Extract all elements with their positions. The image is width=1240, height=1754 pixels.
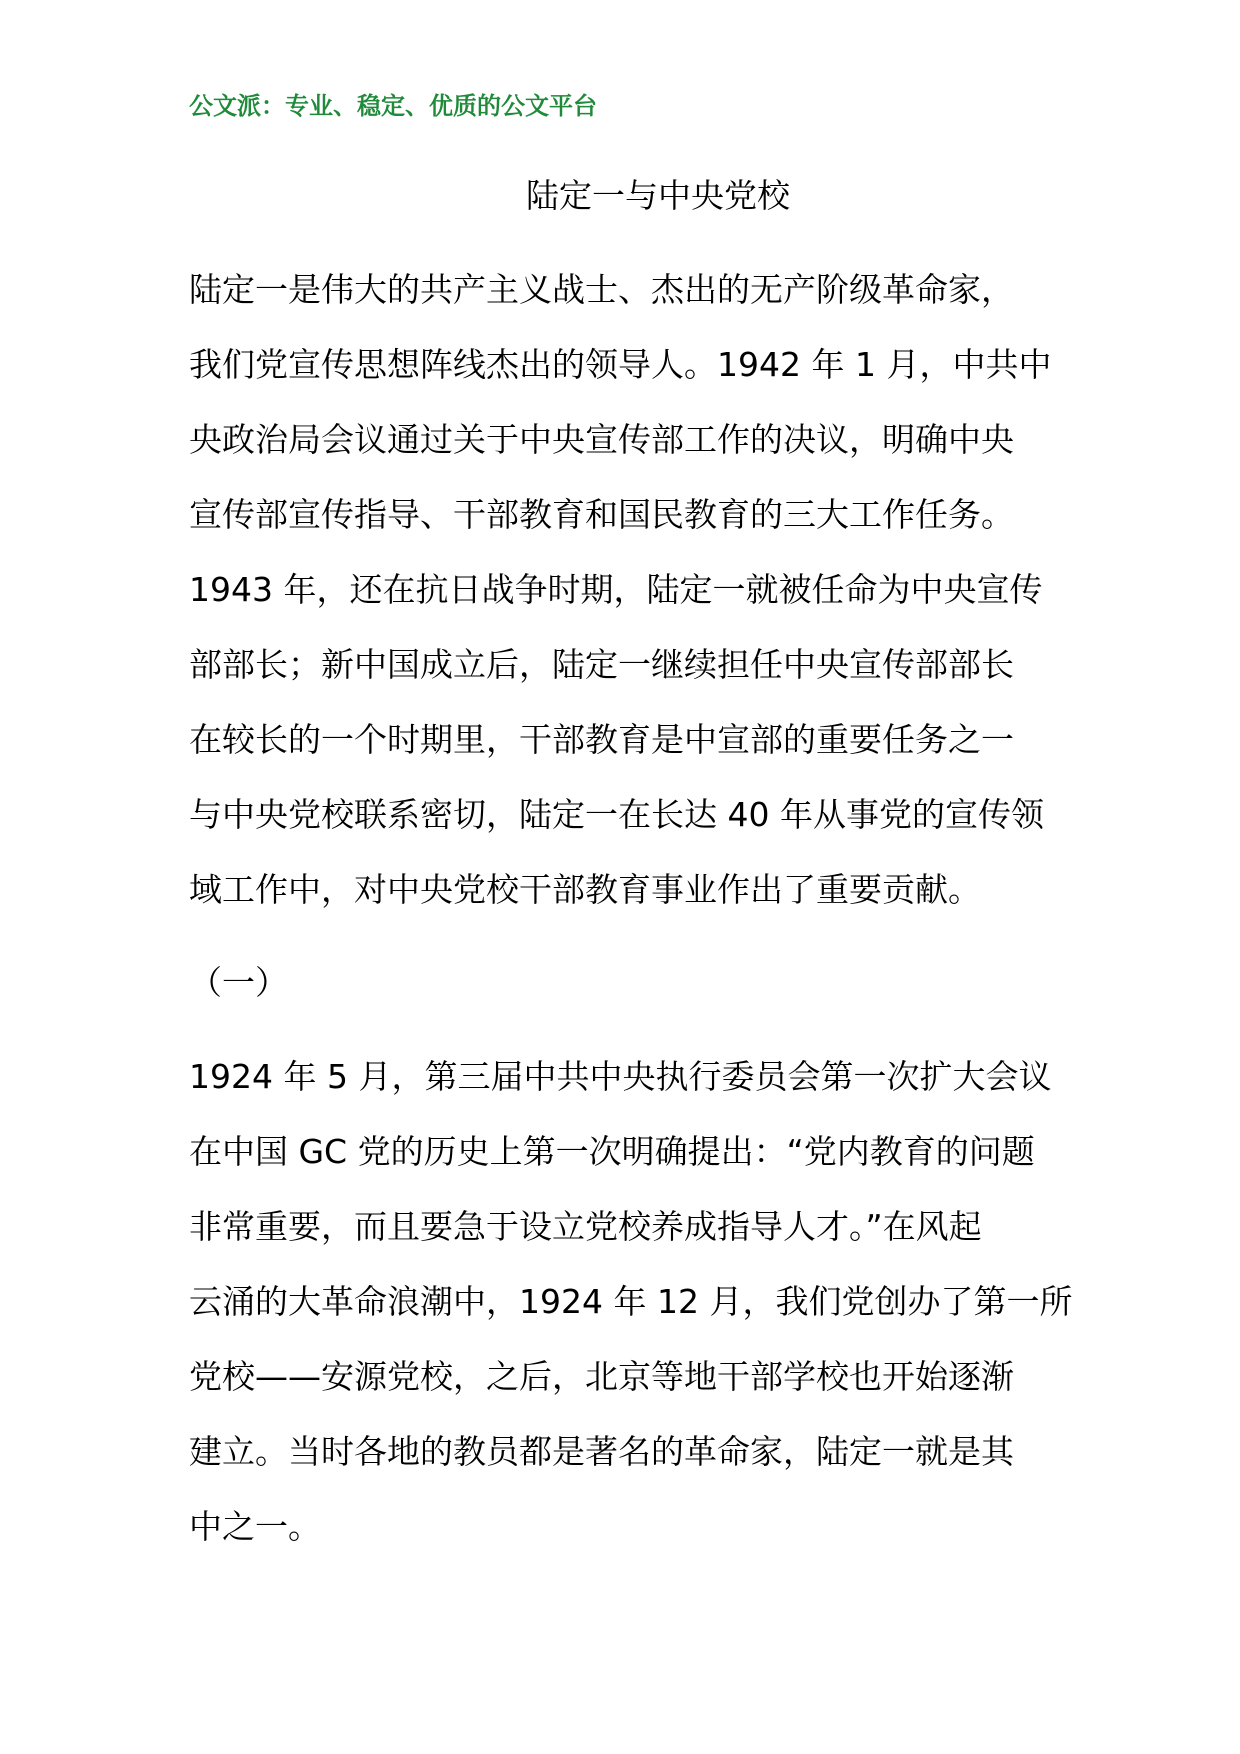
section-heading: （一）: [189, 963, 288, 1002]
paragraph-1-line: 陆定一是伟大的共产主义战士、杰出的无产阶级革命家，: [189, 270, 1014, 309]
paragraph-1-line: 在较长的一个时期里，干部教育是中宣部的重要任务之一: [189, 720, 1014, 759]
header-brand-text: 公文派：专业、稳定、优质的公文平台: [189, 92, 597, 120]
paragraph-1-line: 与中央党校联系密切，陆定一在长达 40 年从事党的宣传领: [189, 795, 1044, 834]
paragraph-2-line: 非常重要，而且要急于设立党校养成指导人才。”在风起: [189, 1207, 982, 1246]
paragraph-2-line: 云涌的大革命浪潮中，1924 年 12 月，我们党创办了第一所: [189, 1282, 1073, 1321]
paragraph-2-line: 党校——安源党校，之后，北京等地干部学校也开始逐渐: [189, 1357, 1014, 1396]
paragraph-2-line: 在中国 GC 党的历史上第一次明确提出：“党内教育的问题: [189, 1132, 1035, 1171]
paragraph-1-line: 部部长；新中国成立后，陆定一继续担任中央宣传部部长: [189, 645, 1014, 684]
paragraph-1-line: 1943 年，还在抗日战争时期，陆定一就被任命为中央宣传: [189, 570, 1043, 609]
paragraph-1-line: 宣传部宣传指导、干部教育和国民教育的三大工作任务。: [189, 495, 1014, 534]
paragraph-1-line: 央政治局会议通过关于中央宣传部工作的决议，明确中央: [189, 420, 1014, 459]
paragraph-1-line: 域工作中，对中央党校干部教育事业作出了重要贡献。: [189, 870, 981, 909]
paragraph-2-line: 建立。当时各地的教员都是著名的革命家，陆定一就是其: [189, 1432, 1014, 1471]
paragraph-1-line: 我们党宣传思想阵线杰出的领导人。1942 年 1 月，中共中: [189, 345, 1052, 384]
paragraph-2-line: 1924 年 5 月，第三届中共中央执行委员会第一次扩大会议: [189, 1057, 1052, 1096]
paragraph-2-line: 中之一。: [189, 1507, 321, 1546]
document-title: 陆定一与中央党校: [526, 176, 790, 215]
